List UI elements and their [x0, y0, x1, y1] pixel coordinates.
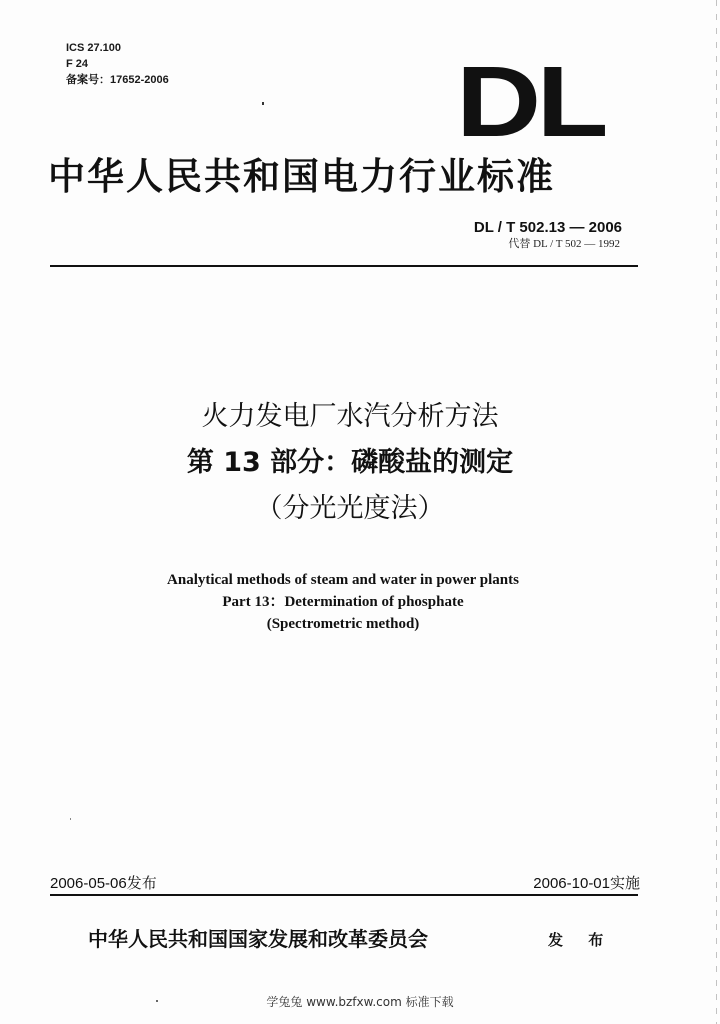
chinese-title-line-2: 第 13 部分：磷酸盐的测定 — [186, 447, 514, 478]
ics-code: ICS 27.100 — [66, 42, 122, 54]
chinese-title — [0, 394, 700, 532]
publisher-name: 中华人民共和国国家发展和改革委员会 — [88, 927, 428, 951]
classification-block — [66, 40, 169, 88]
english-title-line-1: Analytical methods of steam and water in power plants — [167, 572, 519, 588]
scan-speck — [262, 102, 264, 105]
standard-number-text: DL / T 502.13 — 2006 — [473, 219, 622, 236]
filing-number: 备案号：17652-2006 — [66, 74, 169, 86]
english-title-line-3: (Spectrometric method) — [266, 616, 420, 632]
bottom-divider — [50, 894, 638, 896]
publisher-action: 发 布 — [548, 931, 614, 949]
top-divider — [50, 265, 638, 267]
replaces-standard: 代替 DL / T 502 — 1992 — [508, 238, 620, 250]
chinese-title-line-3: （分光光度法） — [255, 493, 445, 524]
standard-number — [474, 218, 622, 238]
download-watermark: 学兔兔 www.bzfxw.com 标准下载 — [266, 995, 454, 1009]
issue-date: 2006-05-06发布 — [50, 875, 157, 892]
effective-date: 2006-10-01实施 — [533, 875, 640, 892]
english-title — [0, 569, 686, 635]
dl-logo: DL — [456, 46, 604, 158]
scan-edge-artifact — [716, 0, 717, 1024]
scan-speck — [70, 818, 71, 820]
industry-standard-title: 中华人民共和国电力行业标准 — [48, 154, 555, 198]
english-title-line-2: Part 13：Determination of phosphate — [222, 594, 464, 610]
chinese-title-line-1: 火力发电厂水汽分析方法 — [201, 401, 499, 432]
classification-code: F 24 — [66, 58, 89, 70]
